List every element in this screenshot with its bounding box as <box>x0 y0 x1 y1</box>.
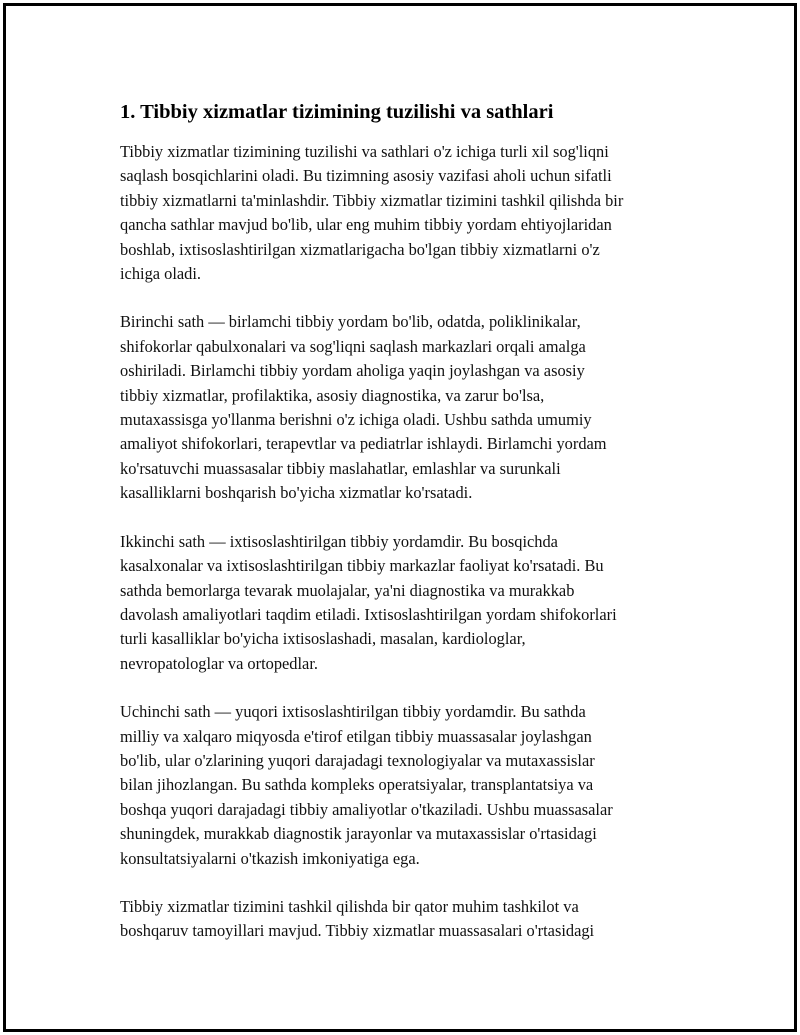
paragraph-intro: Tibbiy xizmatlar tizimining tuzilishi va sathlari o'z ichiga turli xil sog'liqni saqlash bosqichlarini oladi. Bu tizimning asosiy vazifasi aholi uchun sifatli tibbiy xizmatlarni ta'minlashdir. Tibbiy xizmatlar tizimini tashkil qilishda bir qancha sathlar mavjud bo'lib, ular eng muhim tibbiy yordam ehtiyojlaridan boshlab, ixtisoslashtirilgan xizmatlarigacha bo'lgan tibbiy xizmatlarni o'z ichiga oladi. <box>120 142 624 284</box>
paragraph-principles: Tibbiy xizmatlar tizimini tashkil qilishda bir qator muhim tashkilot va boshqaruv tamoyillari mavjud. Tibbiy xizmatlar muassasalari o'rtasidagi <box>120 896 595 941</box>
page-frame <box>3 3 797 1032</box>
paragraph-second-level: Ikkinchi sath — ixtisoslashtirilgan tibbiy yordamdir. Bu bosqichda kasalxonalar va ixtisoslashtirilgan tibbiy markazlar faoliyat ko'rsatadi. Bu sathda bemorlarga tevarak muolajalar, ya'ni diagnostika va murakkab davolash amaliyotlari taqdim etiladi. Ixtisoslashtirilgan yordam shifokorlari turli kasalliklar bo'yicha ixtisoslashadi, masalan, kardiologlar, nevropatologlar va ortopedlar. <box>120 531 617 673</box>
paragraph-third-level: Uchinchi sath — yuqori ixtisoslashtirilgan tibbiy yordamdir. Bu sathda milliy va xalqaro miqyosda e'tirof etilgan tibbiy muassasalar joylashgan bo'lib, ular o'zlarining yuqori darajadagi texnologiyalar va mutaxassislar bilan jihozlangan. Bu sathda kompleks operatsiyalar, transplantatsiya va boshqa yuqori darajadagi tibbiy amaliyotlar o'tkaziladi. Ushbu muassasalar shuningdek, murakkab diagnostik jarayonlar va mutaxassislar o'rtasidagi konsultatsiyalarni o'tkazish imkoniyatiga ega. <box>120 702 613 868</box>
section-heading: 1. Tibbiy xizmatlar tizimining tuzilishi va sathlari <box>120 101 554 123</box>
paragraph-first-level: Birinchi sath — birlamchi tibbiy yordam bo'lib, odatda, poliklinikalar, shifokorlar qabulxonalari va sog'liqni saqlash markazlari orqali amalga oshiriladi. Birlamchi tibbiy yordam aholiga yaqin joylashgan va asosiy tibbiy xizmatlar, profilaktika, asosiy diagnostika, va zarur bo'lsa, mutaxassisga yo'llanma berishni o'z ichiga oladi. Ushbu sathda umumiy amaliyot shifokorlari, terapevtlar va pediatrlar ishlaydi. Birlamchi yordam ko'rsatuvchi muassasalar tibbiy maslahatlar, emlashlar va surunkali kasalliklarni boshqarish bo'yicha xizmatlar ko'rsatadi. <box>120 312 607 503</box>
document-body <box>120 98 700 968</box>
